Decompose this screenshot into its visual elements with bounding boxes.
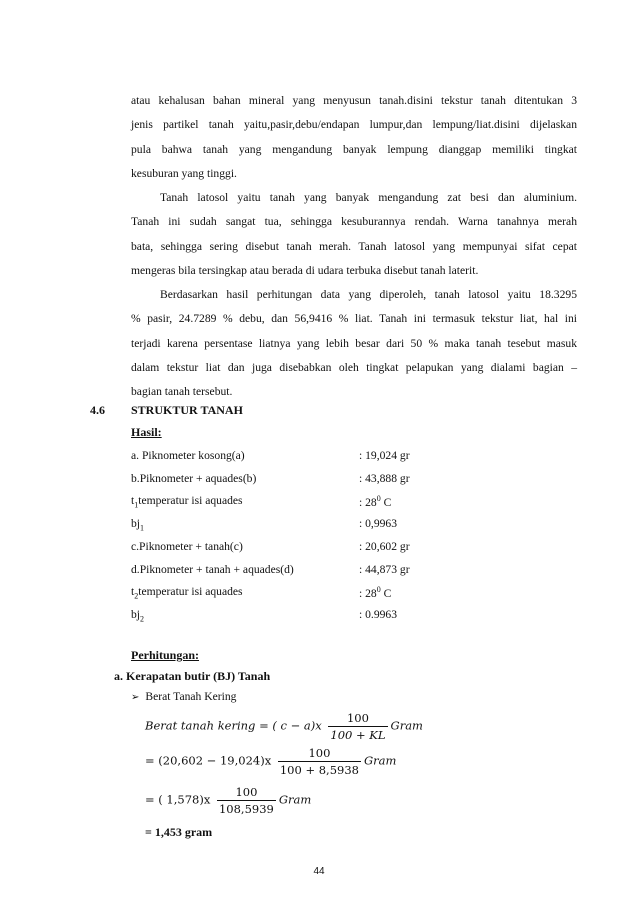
data-value: : 0.9963 <box>359 608 398 621</box>
data-value: : 0,9963 <box>359 517 398 530</box>
text-line: terjadi karena persentase liatnya yang lebih besar dari 50 % maka tanah tesebut masuk <box>131 336 577 350</box>
arrow-bullet-icon: ➢ <box>131 692 140 703</box>
fraction <box>328 711 387 742</box>
paragraph-latosol <box>131 186 577 283</box>
text-line: Berdasarkan hasil perhitungan data yang diperoleh, tanah latosol yaitu 18.3295 <box>160 288 577 301</box>
paragraph-hasil-perhitungan <box>131 283 577 404</box>
formula-line <box>145 746 396 777</box>
hasil-heading: Hasil: <box>131 425 162 439</box>
formula-term: Berat tanah kering <box>145 718 256 733</box>
data-label: c.Piknometer + tanah(c) <box>131 540 243 553</box>
fraction <box>217 785 276 816</box>
perhitungan-heading: Perhitungan: <box>131 648 200 662</box>
data-value: : 44,873 gr <box>359 563 410 576</box>
data-label: b.Piknometer + aquades(b) <box>131 472 257 485</box>
text-line: kesuburan yang tinggi. <box>131 166 237 180</box>
fraction-denominator: 108,5939 <box>218 802 274 816</box>
data-value: : 43,888 gr <box>359 472 410 485</box>
text-line: atau kehalusan bahan mineral yang menyusun tanah.disini tekstur tanah ditentukan 3 <box>131 94 577 107</box>
section-title: STRUKTUR TANAH <box>131 403 243 417</box>
text-line: bagian tanah tersebut. <box>131 385 233 399</box>
data-label: $bj_1$ <box>131 517 145 533</box>
fraction-numerator: 100 <box>217 785 276 801</box>
text-line: Tanah latosol yaitu tanah yang banyak mengandung zat besi dan aluminium. <box>160 191 577 204</box>
data-value: : $28^0$ C <box>359 585 392 600</box>
text-line: bata, sehingga sering disebut tanah merah. Tanah latosol yang mempunyai sifat cepat <box>131 239 577 253</box>
text-line: pula bahwa tanah yang mengandung banyak lempung dianggap memiliki tingkat <box>131 142 577 156</box>
data-value: : 20,602 gr <box>359 540 410 553</box>
formula-term: = ( c − a)x <box>255 718 326 733</box>
data-label: $t_2temperatur$ isi aquades <box>131 585 243 601</box>
data-label: $t_1temperatur$ isi aquades <box>131 494 243 510</box>
text-line: jenis partikel tanah yaitu,pasir,debu/endapan lumpur,dan lempung/liat.disini dijelaskan <box>131 118 577 132</box>
section-number: 4.6 <box>90 403 105 417</box>
formula-term: = ( 1,578)x <box>145 792 214 807</box>
fraction-denominator: 100 + 8,5938 <box>279 763 359 777</box>
data-label: d.Piknometer + tanah + aquades(d) <box>131 563 294 576</box>
data-row <box>131 585 431 605</box>
paragraph-tekstur <box>131 89 577 186</box>
data-row <box>131 540 431 560</box>
text-line: Tanah ini sudah sangat tua, sehingga kesuburannya rendah. Warna tanahnya merah <box>131 215 577 229</box>
data-value: : $28^0$ C <box>359 494 392 509</box>
data-row <box>131 608 431 628</box>
text-line: mengeras bila tersingkap atau berada di udara terbuka disebut tanah laterit. <box>131 263 479 277</box>
data-value: : 19,024 gr <box>359 449 410 462</box>
formula-line <box>145 785 311 816</box>
fraction-numerator: 100 <box>328 711 387 727</box>
result-value: = 1,453 gram <box>145 825 213 839</box>
data-row <box>131 472 431 492</box>
data-row <box>131 494 431 514</box>
formula-unit: Gram <box>363 753 397 768</box>
formula-term: = (20,602 − 19,024)x <box>145 753 275 768</box>
data-label: a. Piknometer kosong(a) <box>131 449 245 462</box>
formula-unit: Gram <box>278 792 312 807</box>
data-row <box>131 517 431 537</box>
fraction-denominator: 100 + KL <box>330 728 386 742</box>
formula-line <box>145 711 423 742</box>
fraction-numerator: 100 <box>278 746 361 762</box>
page-number: 44 <box>313 866 325 877</box>
data-row <box>131 563 431 583</box>
text-line: % pasir, 24.7289 % debu, dan 56,9416 % liat. Tanah ini termasuk tekstur liat, hal ini <box>131 312 577 326</box>
data-label: $bj_2$ <box>131 608 145 624</box>
formula-unit: Gram <box>390 718 423 733</box>
bullet-text: Berat Tanah Kering <box>145 690 237 703</box>
text-line: dalam tekstur liat dan juga disebabkan oleh tingkat pelapukan yang dialami bagian – <box>131 360 577 374</box>
subsection-title: a. Kerapatan butir (BJ) Tanah <box>114 669 271 683</box>
bullet-item <box>131 690 236 703</box>
data-row <box>131 449 431 469</box>
fraction <box>278 746 361 777</box>
